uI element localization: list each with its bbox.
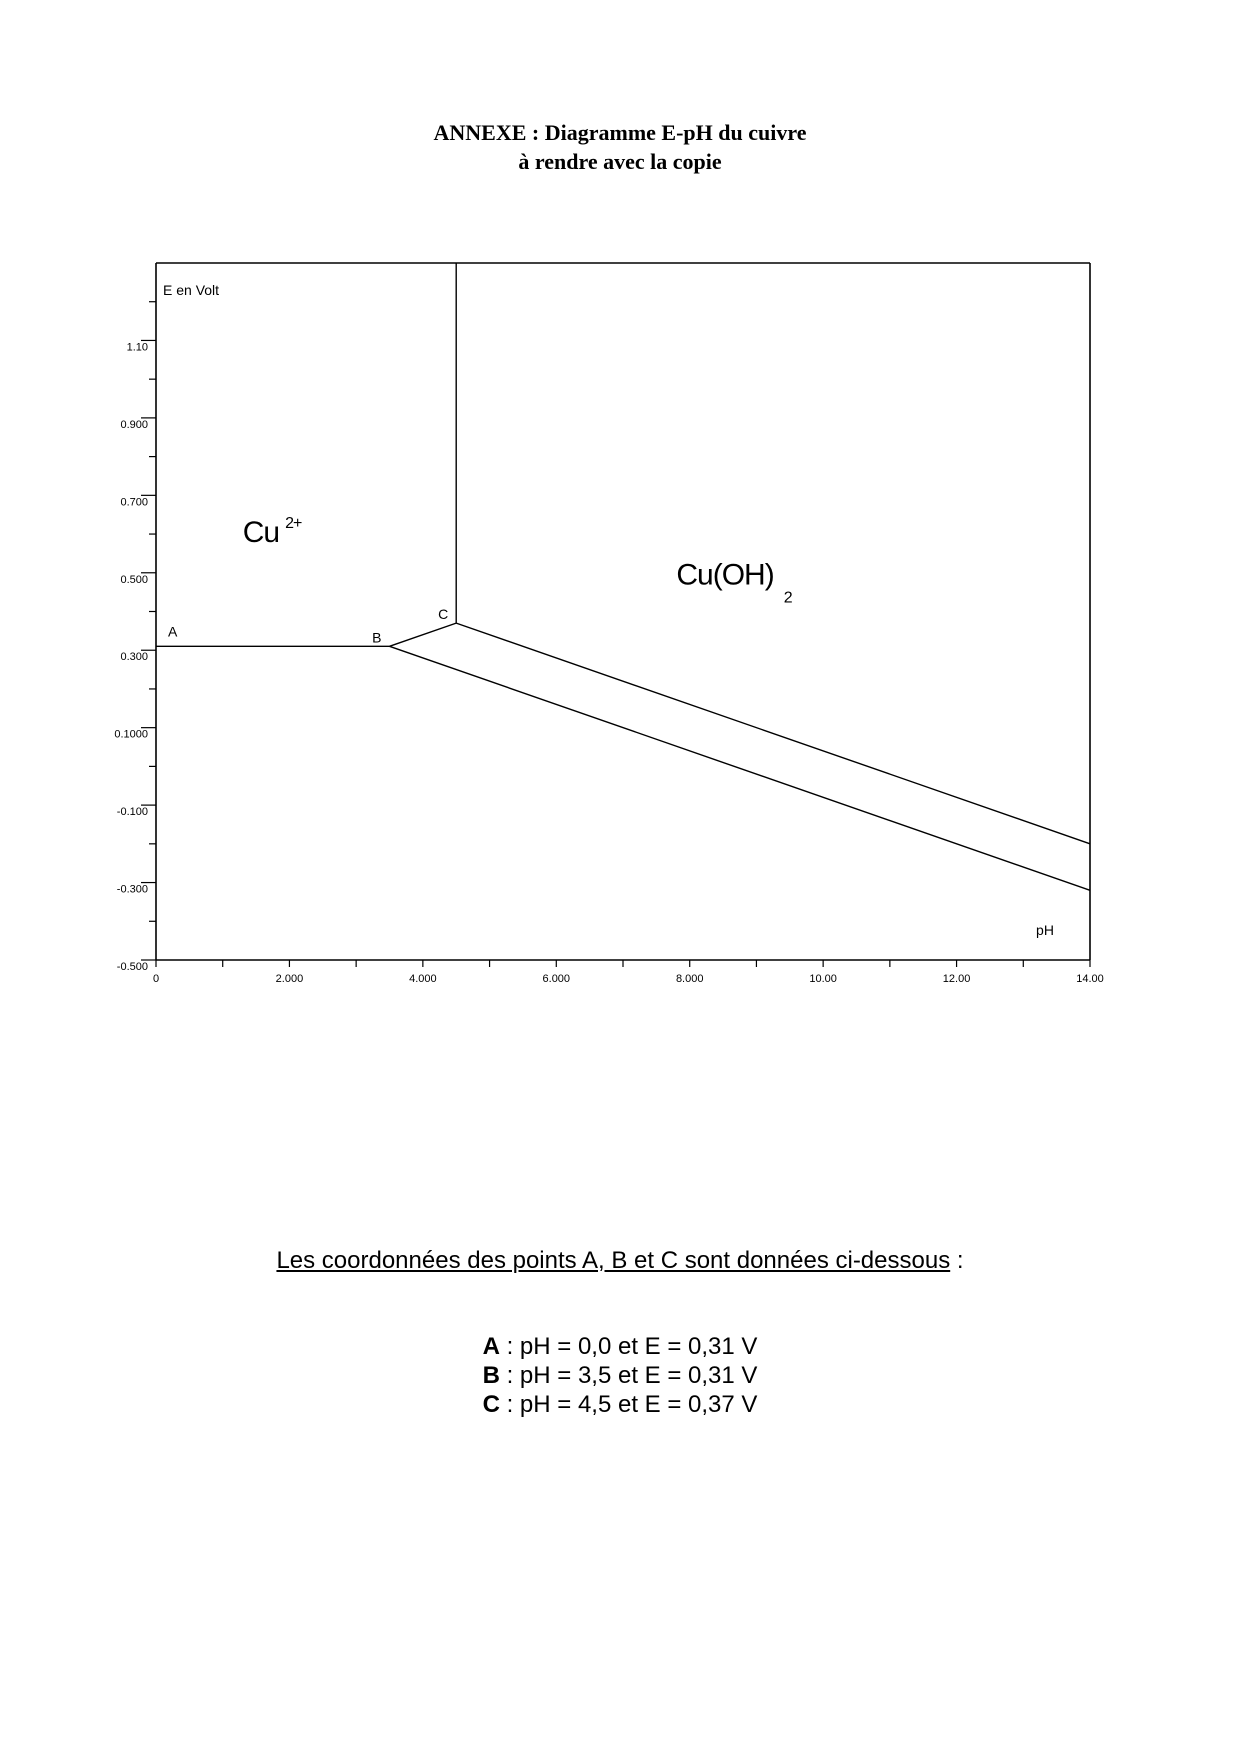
coordinate-point-name: B xyxy=(482,1362,500,1389)
point-label-b: B xyxy=(372,629,382,646)
boundary-line-2 xyxy=(390,623,457,646)
y-axis-label: E en Volt xyxy=(163,282,220,298)
y-tick-label: 0.500 xyxy=(120,573,148,586)
y-tick-label: 0.1000 xyxy=(114,728,148,741)
x-tick-label: 6.000 xyxy=(542,973,571,985)
y-tick-label: -0.100 xyxy=(116,806,148,819)
coordinate-point-name: A xyxy=(482,1333,500,1360)
x-tick-label: 12.00 xyxy=(942,973,971,985)
boundary-line-4 xyxy=(456,623,1090,844)
region-label-2: $Cu(OH)_2$ xyxy=(676,558,792,607)
y-tick-label: -0.300 xyxy=(116,883,148,896)
coordinate-values: : pH = 3,5 et E = 0,31 V xyxy=(499,1362,758,1389)
y-tick-label: -0.500 xyxy=(116,961,148,973)
coordinate-item-a xyxy=(0,1332,1240,1361)
coordinate-values: : pH = 0,0 et E = 0,31 V xyxy=(499,1333,758,1360)
chart-labels xyxy=(114,282,1103,985)
x-tick-label: 8.000 xyxy=(675,973,704,985)
coordinates-section xyxy=(0,1246,1240,1419)
coordinate-values: : pH = 4,5 et E = 0,37 V xyxy=(499,1391,758,1418)
coordinates-heading-suffix: : xyxy=(950,1247,964,1274)
boundary-line-5 xyxy=(390,646,1091,890)
page-title: ANNEXE : Diagramme E-pH du cuivre xyxy=(433,120,807,145)
y-tick-label: 0.700 xyxy=(120,496,148,509)
x-tick-label: 2.000 xyxy=(275,973,304,985)
x-axis-label: pH xyxy=(1036,922,1054,938)
point-label-a: A xyxy=(168,623,178,640)
coordinates-heading xyxy=(0,1246,1240,1276)
x-tick-label: 10.00 xyxy=(809,973,837,985)
page-subtitle: à rendre avec la copie xyxy=(518,149,722,174)
coordinates-heading-text: Les coordonnées des points A, B et C sont données ci-dessous xyxy=(276,1247,951,1274)
x-tick-label: 4.000 xyxy=(409,973,437,985)
boundary-lines xyxy=(156,263,1090,890)
coordinate-point-name: C xyxy=(482,1391,500,1418)
y-tick-label: 0.300 xyxy=(120,651,148,664)
coordinates-list xyxy=(0,1332,1240,1419)
x-tick-label: 14.00 xyxy=(1076,973,1104,985)
coordinate-item-b xyxy=(0,1361,1240,1390)
axes xyxy=(141,263,1090,967)
y-tick-label: 1.10 xyxy=(126,341,148,354)
region-label-1: Cu $^{2+}$ xyxy=(242,514,302,549)
y-tick-label: 0.900 xyxy=(120,418,148,431)
coordinate-item-c xyxy=(0,1390,1240,1419)
x-tick-label: 0 xyxy=(152,973,160,985)
point-label-c: C xyxy=(438,606,449,623)
